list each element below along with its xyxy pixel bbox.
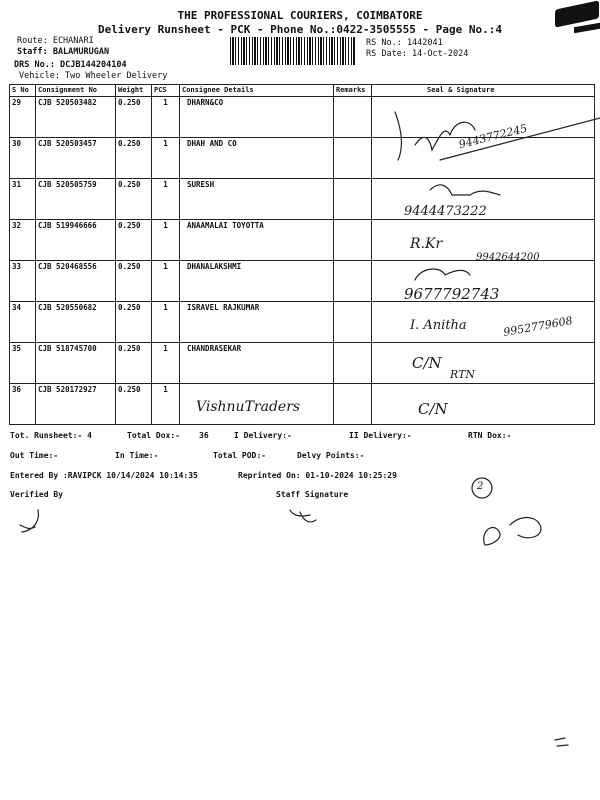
tot-runsheet: Tot. Runsheet:- 4: [10, 431, 92, 440]
cell-sno: 32: [10, 220, 36, 261]
consignee-name: CHANDRASEKAR: [187, 344, 242, 353]
cell-pcs: 1: [152, 138, 180, 179]
cell-consignment: CJB 520172927: [36, 384, 116, 425]
cell-consignment: CJB 520503457: [36, 138, 116, 179]
cell-pcs: 1: [152, 179, 180, 220]
handwritten-phone: 9443772245: [457, 121, 529, 152]
cell-sno: 29: [10, 97, 36, 138]
handwritten-phone: 9677792743: [404, 285, 500, 303]
cell-pcs: 1: [152, 261, 180, 302]
cell-pcs: 1: [152, 343, 180, 384]
cell-consignment: CJB 520550682: [36, 302, 116, 343]
cell-sno: 30: [10, 138, 36, 179]
col-pcs: PCS: [152, 85, 180, 97]
handwritten-cn: C/N: [418, 400, 448, 418]
consignee-name: ISRAVEL RAJKUMAR: [187, 303, 260, 312]
col-remarks: Remarks: [334, 85, 372, 97]
cell-consignment: CJB 520505759: [36, 179, 116, 220]
signature-scribble: [484, 518, 541, 546]
handwritten-name: I. Anitha: [410, 318, 467, 333]
signature-scribble: [290, 510, 316, 522]
consignee-name: ANAAMALAI TOYOTTA: [187, 221, 264, 230]
cell-weight: 0.250: [116, 384, 152, 425]
col-seal-signature: Seal & Signature: [372, 85, 595, 97]
entered-by: Entered By :RAVIPCK 10/14/2024 10:14:35: [10, 471, 198, 480]
runsheet-subtitle: Delivery Runsheet - PCK - Phone No.:0422-3505555 - Page No.:4: [98, 23, 502, 36]
total-pod: Total POD:-: [213, 451, 266, 460]
cell-pcs: 1: [152, 220, 180, 261]
consignee-name: DHARN&CO: [187, 98, 224, 107]
cell-sno: 36: [10, 384, 36, 425]
consignee-name: DHAH AND CO: [187, 139, 237, 148]
handwritten-initials: R.Kr: [410, 236, 443, 252]
cell-weight: 0.250: [116, 138, 152, 179]
staff-label: Staff: BALAMURUGAN: [17, 47, 110, 57]
out-time: Out Time:-: [10, 451, 59, 460]
rtn-dox: RTN Dox:-: [468, 431, 512, 440]
cell-weight: 0.250: [116, 97, 152, 138]
cell-pcs: 1: [152, 302, 180, 343]
ii-delivery: II Delivery:-: [349, 431, 412, 440]
handwritten-rtn: RTN: [450, 368, 476, 381]
total-dox-value: 36: [199, 431, 209, 440]
i-delivery: I Delivery:-: [234, 431, 292, 440]
cell-weight: 0.250: [116, 302, 152, 343]
delvy-points: Delvy Points:-: [297, 451, 365, 460]
cell-consignment: CJB 520503482: [36, 97, 116, 138]
consignee-name: DHANALAKSHMI: [187, 262, 242, 271]
handwritten-phone: 9952779608: [502, 314, 574, 339]
col-sno: S No: [10, 85, 36, 97]
total-dox-label: Total Dox:-: [127, 431, 180, 440]
cell-weight: 0.250: [116, 179, 152, 220]
signature-scribble: [20, 510, 38, 532]
cell-weight: 0.250: [116, 220, 152, 261]
in-time: In Time:-: [115, 451, 159, 460]
rs-date: RS Date: 14-Oct-2024: [366, 49, 469, 59]
cell-consignment: CJB 518745700: [36, 343, 116, 384]
cell-sno: 33: [10, 261, 36, 302]
rs-number: RS No.: 1442041: [366, 38, 443, 48]
cell-pcs: 1: [152, 97, 180, 138]
col-consignee: Consignee Details: [180, 85, 334, 97]
col-consignment: Consignment No: [36, 85, 116, 97]
pen-mark: [555, 738, 568, 746]
company-title: THE PROFESSIONAL COURIERS, COIMBATORE: [177, 9, 423, 22]
cell-consignment: CJB 519946666: [36, 220, 116, 261]
cell-sno: 34: [10, 302, 36, 343]
handwritten-phone: 9942644200: [476, 252, 540, 263]
signature-scribble: [415, 269, 470, 280]
cell-weight: 0.250: [116, 343, 152, 384]
cell-consignment: CJB 520468556: [36, 261, 116, 302]
route-label: Route: ECHANARI: [17, 36, 94, 46]
col-weight: Weight: [116, 85, 152, 97]
handwritten-phone: 9444473222: [404, 204, 487, 219]
staff-signature: Staff Signature: [276, 490, 349, 499]
drs-number: DRS No.: DCJB144204104: [14, 60, 127, 70]
vehicle-label: Vehicle: Two Wheeler Delivery: [19, 71, 168, 81]
handwritten-cn: C/N: [412, 354, 442, 372]
consignee-name: SURESH: [187, 180, 215, 189]
cell-sno: 31: [10, 179, 36, 220]
handwritten-consignee: VishnuTraders: [196, 399, 301, 415]
cell-weight: 0.250: [116, 261, 152, 302]
circled-number: 2: [477, 481, 484, 492]
signature-scribble: [395, 112, 475, 160]
cell-pcs: 1: [152, 384, 180, 425]
verified-by: Verified By: [10, 490, 63, 499]
reprinted-on: Reprinted On: 01-10-2024 10:25:29: [238, 471, 397, 480]
signature-scribble: [430, 185, 500, 195]
cell-sno: 35: [10, 343, 36, 384]
